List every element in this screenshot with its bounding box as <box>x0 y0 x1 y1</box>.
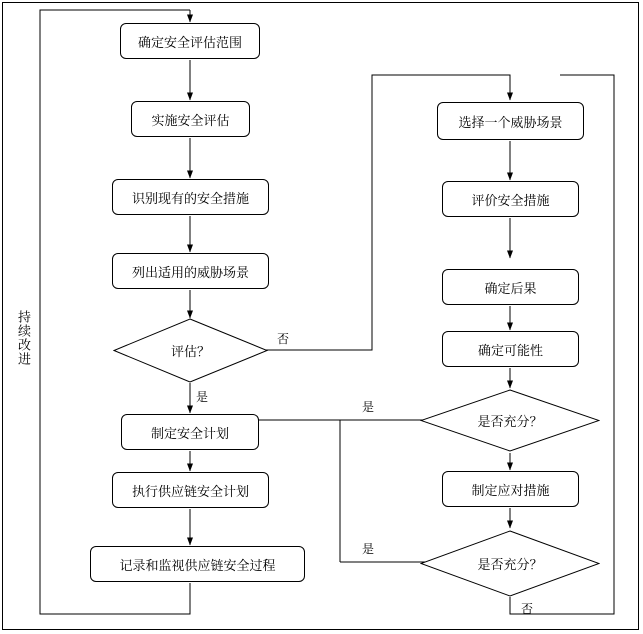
node-select-threat <box>437 102 584 140</box>
node-record-monitor <box>90 546 305 582</box>
node-label: 是否充分？ <box>477 557 543 572</box>
continuous-improvement-label: 持续改进 <box>16 310 31 366</box>
edge-label-yes-2: 是 <box>362 400 375 414</box>
edge-label-no-1: 否 <box>277 332 290 346</box>
decision-sufficient-1 <box>420 389 600 452</box>
node-label: 识别现有的安全措施 <box>131 190 249 206</box>
node-label: 评估？ <box>170 344 210 359</box>
node-countermeasures <box>442 471 579 507</box>
node-label: 执行供应链安全计划 <box>131 483 249 499</box>
node-list-threats <box>112 253 269 289</box>
node-label: 记录和监视供应链安全过程 <box>119 557 276 573</box>
decision-sufficient-2 <box>420 530 600 597</box>
node-label: 评价安全措施 <box>471 192 550 208</box>
node-label: 实施安全评估 <box>151 112 230 128</box>
node-label: 制定安全计划 <box>150 425 229 441</box>
edge-label-yes-3: 是 <box>362 542 375 556</box>
decision-evaluate <box>113 318 268 383</box>
node-label: 确定后果 <box>484 280 537 296</box>
node-label: 确定安全评估范围 <box>137 34 242 50</box>
node-label: 列出适用的威胁场景 <box>131 264 249 280</box>
node-scope <box>120 23 260 59</box>
node-label: 确定可能性 <box>477 342 543 358</box>
node-determine-consequence <box>442 269 579 305</box>
node-determine-likelihood <box>442 331 579 367</box>
node-evaluate-measures <box>442 181 579 217</box>
node-assessment <box>131 101 250 137</box>
node-label: 制定应对措施 <box>471 482 550 498</box>
edge-label-yes-1: 是 <box>196 390 209 404</box>
edge-label-no-2: 否 <box>521 602 534 616</box>
node-label: 是否充分？ <box>477 414 543 429</box>
node-execute-plan <box>112 472 269 508</box>
node-identify-measures <box>112 179 269 215</box>
node-security-plan <box>121 414 259 450</box>
node-label: 选择一个威胁场景 <box>458 114 563 130</box>
